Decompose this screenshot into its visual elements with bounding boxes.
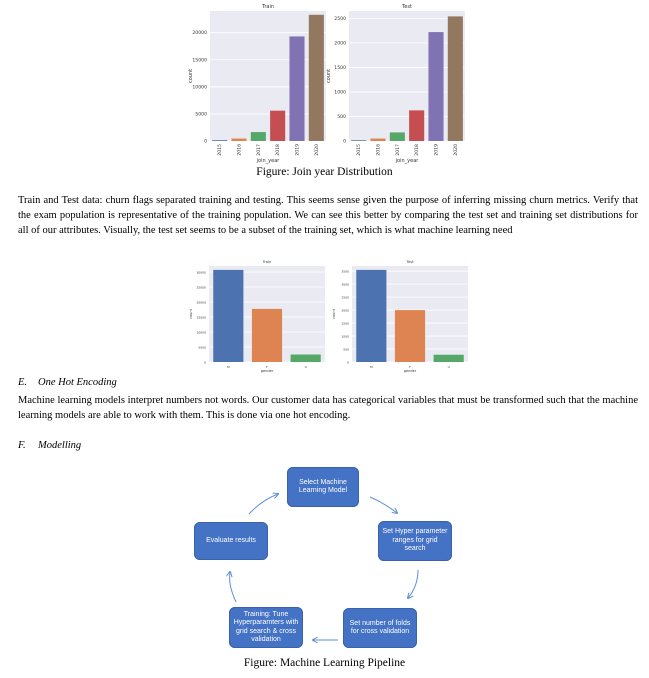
section-title: One Hot Encoding: [38, 377, 117, 388]
y-tick-label: 1500: [334, 65, 346, 71]
y-tick-label: 1000: [334, 90, 346, 96]
y-tick-label: 30000: [196, 270, 206, 275]
x-tick-label: 2016: [237, 144, 243, 156]
section-number: E.: [18, 377, 28, 388]
y-tick-label: 20000: [192, 31, 207, 37]
y-tick-label: 2000: [341, 308, 349, 313]
x-tick-label: U: [447, 365, 450, 369]
x-tick-label: 2018: [415, 144, 421, 156]
x-tick-label: F: [266, 365, 268, 369]
y-tick-label: 1000: [341, 334, 349, 339]
x-tick-label: 2015: [218, 144, 224, 156]
section-number: F.: [18, 440, 26, 451]
y-axis-label: count: [188, 68, 194, 84]
x-tick-label: 2016: [376, 144, 382, 156]
x-axis-label: gender: [260, 369, 274, 373]
x-axis-label: join_year: [256, 158, 280, 164]
y-tick-label: 2000: [334, 41, 346, 47]
x-tick-label: 2019: [295, 144, 301, 156]
chart-title: Train: [262, 4, 274, 10]
y-tick-label: 3000: [341, 282, 349, 287]
arrow-hyper-to-folds: [408, 570, 418, 598]
y-tick-label: 10000: [196, 330, 206, 335]
y-tick-label: 0: [343, 139, 346, 145]
y-tick-label: 25000: [196, 285, 206, 290]
x-tick-label: 2019: [434, 144, 440, 156]
node-evaluate-results: Evaluate results: [194, 522, 268, 560]
y-axis-label: count: [326, 68, 332, 84]
y-tick-label: 15000: [192, 58, 207, 64]
x-tick-label: 2020: [453, 144, 459, 156]
y-tick-label: 0: [204, 360, 206, 365]
arrow-evaluate-to-select: [249, 494, 278, 514]
y-tick-label: 10000: [192, 85, 207, 91]
y-tick-label: 0: [347, 360, 349, 365]
arrow-select-to-hyper: [370, 497, 397, 513]
x-tick-label: U: [304, 365, 307, 369]
x-axis-label: join_year: [395, 158, 419, 164]
x-tick-label: 2020: [314, 144, 320, 156]
chart-title: Test: [402, 4, 412, 10]
y-tick-label: 500: [343, 347, 349, 352]
x-axis-label: gender: [403, 369, 417, 373]
one-hot-paragraph: Machine learning models interpret numbers not words. Our customer data has categorical variables that must be transformed such that the machine learning models are able to work with them. This is done via one hot encoding.: [18, 395, 638, 421]
chart-title: Train: [262, 260, 272, 264]
y-axis-label: count: [189, 309, 193, 319]
y-tick-label: 2500: [341, 295, 349, 300]
x-tick-label: F: [409, 365, 411, 369]
join-year-caption: Figure: Join year Distribution: [256, 166, 393, 178]
y-tick-label: 0: [204, 139, 207, 145]
y-tick-label: 500: [337, 114, 346, 120]
y-axis-label: count: [332, 309, 336, 319]
x-tick-label: M: [227, 365, 230, 369]
x-tick-label: 2017: [256, 144, 262, 156]
y-tick-label: 5000: [198, 345, 206, 350]
y-tick-label: 20000: [196, 300, 206, 305]
node-hyper-parameter-ranges: Set Hyper parameter ranges for grid search: [378, 521, 452, 561]
node-select-model: Select Machine Learning Model: [287, 467, 359, 507]
chart-title: Test: [406, 260, 414, 264]
node-set-folds: Set number of folds for cross validation: [343, 608, 417, 648]
arrow-training-to-evaluate: [230, 572, 236, 602]
section-title: Modelling: [38, 440, 82, 451]
y-tick-label: 2500: [334, 16, 346, 22]
y-tick-label: 5000: [195, 112, 207, 118]
y-tick-label: 3500: [341, 269, 349, 274]
y-tick-label: 15000: [196, 315, 206, 320]
node-training: Training: Tune Hyperparamters with grid search & cross validation: [229, 607, 303, 648]
x-tick-label: M: [370, 365, 373, 369]
x-tick-label: 2017: [395, 144, 401, 156]
pipeline-caption: Figure: Machine Learning Pipeline: [243, 657, 406, 669]
y-tick-label: 1500: [341, 321, 349, 326]
x-tick-label: 2018: [276, 144, 282, 156]
train-test-paragraph: Train and Test data: churn flags separated training and testing. This seems sense given the purpose of inferring missing churn metrics. Verify that the exam population is representative of the training population. We can see this better by comparing the test set and training set distributions for all of our attributes. Visually, the test set seems to be a subset of the training set, which is what machine learning need: [18, 195, 638, 236]
x-tick-label: 2015: [357, 144, 363, 156]
